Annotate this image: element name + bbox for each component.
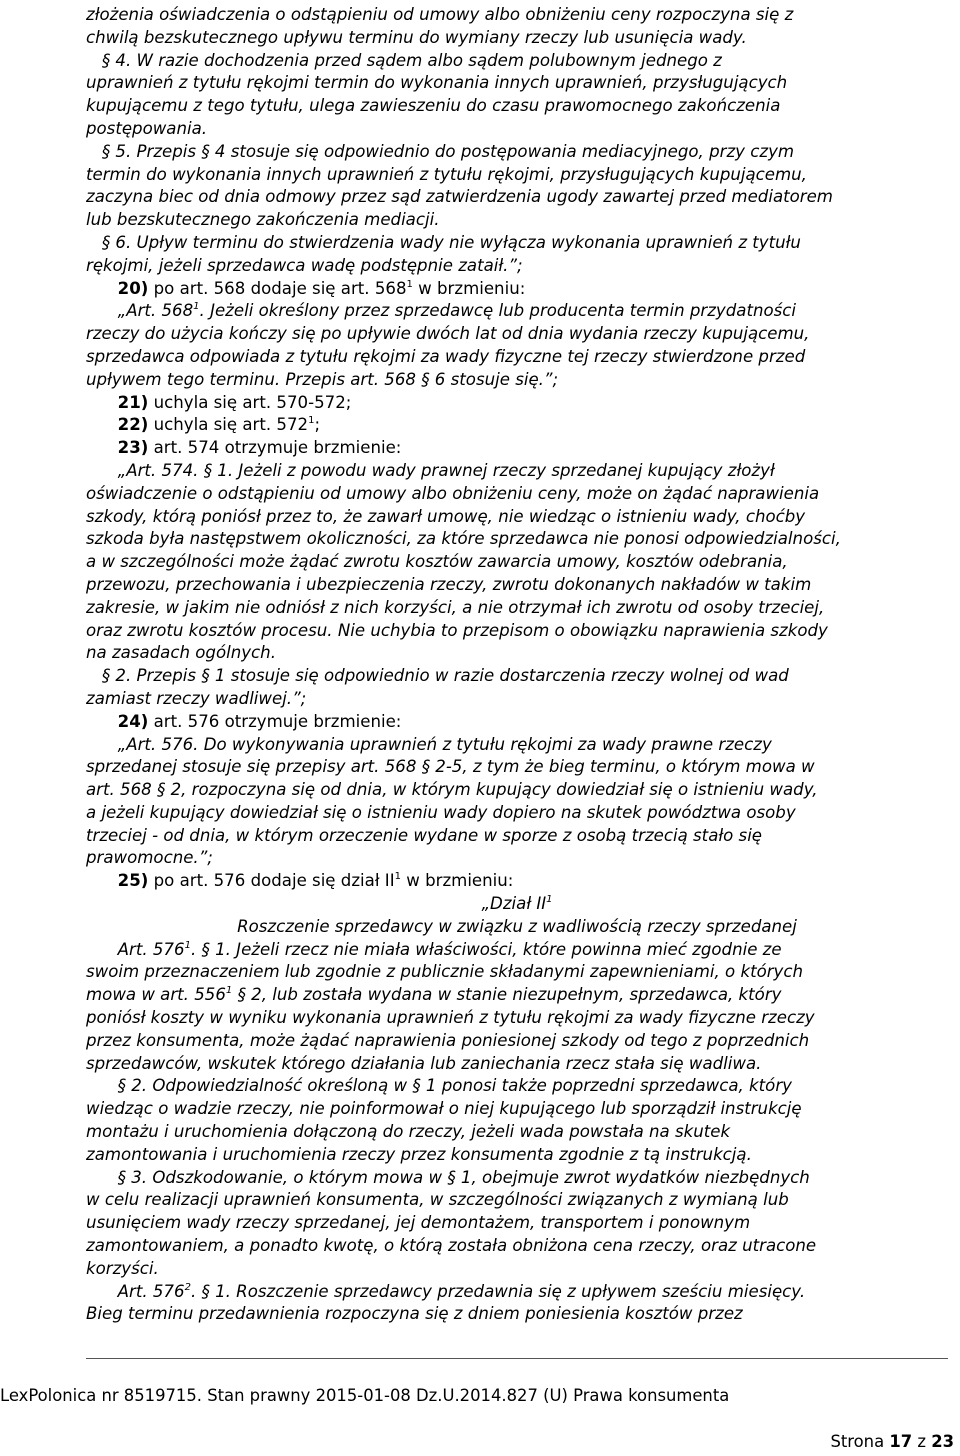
text-line: [86, 1258, 948, 1281]
text-segment: chwilą bezskutecznego upływu terminu do wymiany rzeczy lub usunięcia wady.: [86, 27, 747, 47]
text-segment: wiedząc o wadzie rzeczy, nie poinformował o niej kupującego lub sporządził instrukcję: [86, 1099, 802, 1119]
text-line: [86, 665, 948, 688]
item-number: 25): [117, 871, 149, 891]
text-segment: .: [190, 939, 202, 959]
text-segment: 2-5, z tym że bieg terminu, o którym mowa w: [429, 757, 815, 777]
superscript: 1: [406, 278, 413, 290]
text-segment: oraz zwrotu kosztów procesu. Nie uchybia to przepisom o obowiązku naprawienia szkody: [86, 620, 828, 640]
document-body: [86, 4, 948, 1326]
section-sign: §: [203, 460, 212, 480]
text-segment: 2, rozpoczyna się od dnia, w którym kupujący dowiedział się o istnieniu wady,: [165, 780, 818, 800]
text-line: [86, 984, 948, 1007]
text-segment: prawomocne.”;: [86, 848, 213, 868]
text-line: [86, 1144, 948, 1167]
text-line: [86, 346, 948, 369]
text-segment: rękojmi, jeżeli sprzedawca wadę podstępnie zataił.”;: [86, 255, 523, 275]
text-segment: 1. Roszczenie sprzedawcy przedawnia się z upływem sześciu miesięcy.: [209, 1281, 806, 1301]
text-line: [86, 711, 948, 734]
text-segment: złożenia oświadczenia o odstąpieniu od umowy albo obniżeniu ceny rozpoczyna się z: [86, 5, 794, 24]
text-segment: sprzedanej stosuje się przepisy art. 568: [86, 757, 422, 777]
text-segment: [86, 712, 118, 731]
text-segment: zamiast rzeczy wadliwej.”;: [86, 688, 307, 708]
text-segment: Art. 576: [86, 1281, 185, 1301]
text-line: [86, 323, 948, 346]
text-segment: „Art. 568: [86, 301, 194, 321]
section-sign: §: [201, 939, 210, 959]
text-segment: korzyści.: [86, 1258, 159, 1278]
superscript: 1: [225, 985, 233, 997]
text-segment: kupującemu z tego tytułu, ulega zawieszeniu do czasu prawomocnego zakończenia: [86, 96, 781, 116]
text-segment: [86, 279, 118, 298]
text-segment: termin do wykonania innych uprawnień z tytułu rękojmi, przysługujących kupującemu,: [86, 164, 807, 184]
text-segment: szkody, którą poniósł przez to, że zawarł umowę, nie wiedząc o istnieniu wady, choćby: [86, 506, 806, 526]
text-segment: upływem tego terminu. Przepis art. 568: [86, 369, 422, 389]
text-line: [86, 27, 948, 50]
text-line: [86, 620, 948, 643]
text-line: [86, 1235, 948, 1258]
page-total: 23: [931, 1432, 954, 1451]
text-line: [86, 1007, 948, 1030]
text-segment: a w szczególności może żądać zwrotu kosztów zawarcia umowy, kosztów odebrania,: [86, 552, 788, 572]
text-line: [86, 893, 948, 916]
text-line: [86, 1121, 948, 1144]
text-segment: Art. 576: [86, 939, 185, 959]
text-segment: postępowania.: [86, 118, 208, 138]
text-line: [86, 50, 948, 73]
text-line: [86, 164, 948, 187]
text-segment: usunięciem wady rzeczy sprzedanej, jej demontażem, transportem i ponownym: [86, 1213, 751, 1233]
text-segment: 4. W razie dochodzenia przed sądem albo sądem polubownym jednego z: [110, 50, 722, 70]
text-segment: w brzmieniu:: [412, 278, 526, 298]
text-segment: szkoda była następstwem okoliczności, za które sprzedawca nie ponosi odpowiedzialności,: [86, 529, 841, 549]
text-segment: [86, 51, 102, 70]
text-line: [86, 870, 948, 893]
item-number: 20): [117, 278, 149, 298]
text-segment: 1. Jeżeli z powodu wady prawnej rzeczy sprzedanej kupujący złożył: [212, 460, 775, 480]
text-segment: [86, 142, 102, 161]
text-segment: 6 stosuje się.”;: [429, 369, 559, 389]
section-sign: §: [117, 1076, 126, 1096]
text-line: [86, 300, 948, 323]
text-segment: oświadczenie o odstąpieniu od umowy albo obniżeniu ceny, może on żądać naprawienia: [86, 483, 820, 503]
text-segment: po art. 568 dodaje się art. 568: [148, 278, 407, 298]
item-number: 24): [117, 711, 149, 731]
text-segment: 1 stosuje się odpowiednio w razie dostarczenia rzeczy wolnej od wad: [209, 666, 789, 686]
text-segment: zakresie, w jakim nie odniósł z nich korzyści, a nie otrzymał ich zwrotu od osoby trzeciej,: [86, 597, 825, 617]
text-segment: [86, 1076, 118, 1095]
text-segment: 3. Odszkodowanie, o którym mowa w: [125, 1167, 448, 1187]
section-sign: §: [157, 780, 166, 800]
text-segment: w celu realizacji uprawnień konsumenta, w szczególności związanych z wymianą lub: [86, 1190, 789, 1210]
text-line: [86, 1053, 948, 1076]
section-sign: §: [101, 50, 111, 70]
text-line: [86, 961, 948, 984]
text-line: [86, 4, 948, 27]
item-number: 23): [117, 438, 149, 458]
text-segment: „Art. 574.: [86, 460, 204, 480]
text-line: [86, 939, 948, 962]
section-sign: §: [421, 757, 430, 777]
text-segment: rzeczy do użycia kończy się po upływie dwóch lat od dnia wydania rzeczy kupującemu,: [86, 324, 810, 344]
text-line: [86, 1189, 948, 1212]
text-line: [86, 460, 948, 483]
superscript: 1: [184, 939, 191, 951]
text-segment: ;: [314, 415, 321, 435]
text-line: [86, 916, 948, 939]
text-line: [86, 392, 948, 415]
superscript: 1: [193, 301, 200, 313]
text-segment: .: [190, 1281, 202, 1301]
text-segment: 6. Upływ terminu do stwierdzenia wady nie wyłącza wykonania uprawnień z tytułu: [110, 232, 801, 252]
text-line: [86, 779, 948, 802]
section-sign: §: [101, 232, 111, 252]
footer-divider: [86, 1358, 948, 1359]
text-segment: 1. Jeżeli rzecz nie miała właściwości, które powinna mieć zgodnie ze: [209, 939, 782, 959]
text-segment: swoim przeznaczeniem lub zgodnie z publicznie składanymi zapewnieniami, o których: [86, 962, 804, 982]
text-segment: . Jeżeli określony przez sprzedawcę lub producenta termin przydatności: [199, 301, 797, 321]
text-line: [86, 186, 948, 209]
text-line: [86, 72, 948, 95]
text-segment: „Art. 576. Do wykonywania uprawnień z tytułu rękojmi za wady prawne rzeczy: [86, 734, 772, 754]
text-line: [86, 209, 948, 232]
text-segment: sprzedawców, wskutek którego działania lub zaniechania rzecz stała się wadliwa.: [86, 1053, 762, 1073]
section-sign: §: [201, 1281, 210, 1301]
text-segment: Bieg terminu przedawnienia rozpoczyna się z dniem poniesienia kosztów przez: [86, 1304, 743, 1324]
text-segment: 2, lub została wydana w stanie niezupełnym, sprzedawca, który: [245, 985, 782, 1005]
text-segment: w brzmieniu:: [400, 871, 514, 891]
text-line: [86, 528, 948, 551]
text-segment: [86, 1168, 118, 1187]
text-segment: po art. 576 dodaje się dział II: [148, 871, 395, 891]
text-line: [86, 1167, 948, 1190]
text-segment: uprawnień z tytułu rękojmi termin do wykonania innych uprawnień, przysługujących: [86, 73, 788, 93]
text-line: [86, 574, 948, 597]
text-line: [86, 414, 948, 437]
section-sign: §: [117, 1167, 126, 1187]
text-segment: [86, 233, 102, 252]
text-line: [86, 95, 948, 118]
text-segment: zamontowaniem, a ponadto kwotę, o którą została obniżona cena rzeczy, oraz utracone: [86, 1236, 817, 1256]
superscript: 2: [184, 1281, 191, 1293]
text-segment: [86, 871, 118, 890]
text-segment: przewozu, przechowania i ubezpieczenia rzeczy, zwrotu dokonanych nakładów w takim: [86, 574, 812, 594]
text-segment: przez konsumenta, może żądać naprawienia poniesionej szkody od tego z poprzednich: [86, 1030, 810, 1050]
footer-source: LexPolonica nr 8519715. Stan prawny 2015-01-08 Dz.U.2014.827 (U) Prawa konsumenta: [0, 1386, 730, 1405]
text-segment: [86, 438, 118, 457]
section-sign: §: [237, 985, 246, 1005]
text-segment: art. 574 otrzymuje brzmienie:: [148, 438, 402, 458]
section-sign: §: [101, 666, 111, 686]
text-line: [86, 278, 948, 301]
text-segment: [86, 666, 102, 685]
page-number: [830, 1432, 954, 1451]
section-sign: §: [101, 141, 111, 161]
text-line: [86, 597, 948, 620]
text-line: [86, 1303, 948, 1326]
text-line: [86, 802, 948, 825]
text-segment: na zasadach ogólnych.: [86, 643, 276, 663]
text-segment: uchyla się art. 570-572;: [148, 392, 352, 412]
text-segment: 1, obejmuje zwrot wydatków niezbędnych: [455, 1167, 810, 1187]
text-line: [86, 232, 948, 255]
superscript: 1: [394, 871, 401, 883]
text-line: [86, 847, 948, 870]
text-line: [86, 437, 948, 460]
section-sign: §: [412, 1076, 421, 1096]
text-segment: mowa w art. 556: [86, 985, 226, 1005]
text-segment: lub bezskutecznego zakończenia mediacji.: [86, 210, 440, 230]
superscript: 1: [308, 415, 315, 427]
text-segment: „Dział II: [481, 894, 547, 914]
text-line: [86, 506, 948, 529]
text-segment: art. 576 otrzymuje brzmienie:: [148, 711, 402, 731]
text-line: [86, 734, 948, 757]
section-sign: §: [201, 666, 210, 686]
text-segment: zamontowania i uruchomienia rzeczy przez konsumenta zgodnie z tą instrukcją.: [86, 1144, 752, 1164]
superscript: 1: [546, 894, 553, 906]
text-segment: a jeżeli kupujący dowiedział się o istnieniu wady dopiero na skutek powództwa osoby: [86, 802, 796, 822]
text-line: [86, 369, 948, 392]
text-line: [86, 1281, 948, 1304]
text-segment: 2. Przepis: [110, 666, 202, 686]
text-segment: Roszczenie sprzedawcy w związku z wadliwością rzeczy sprzedanej: [237, 916, 797, 936]
text-line: [86, 1030, 948, 1053]
text-segment: zaczyna biec od dnia odmowy przez sąd zatwierdzenia ugody zawartej przed mediatorem: [86, 187, 833, 207]
page-current: 17: [889, 1432, 913, 1451]
text-segment: art. 568: [86, 780, 157, 800]
text-line: [86, 551, 948, 574]
page-label: Strona: [830, 1432, 885, 1451]
text-line: [86, 642, 948, 665]
text-line: [86, 756, 948, 779]
text-line: [86, 825, 948, 848]
text-segment: sprzedawca odpowiada z tytułu rękojmi za wady fizyczne tej rzeczy stwierdzone przed: [86, 346, 806, 366]
text-line: [86, 688, 948, 711]
text-line: [86, 1098, 948, 1121]
text-line: [86, 483, 948, 506]
text-segment: [86, 415, 118, 434]
section-sign: §: [447, 1167, 456, 1187]
text-segment: poniósł koszty w wyniku wykonania uprawnień z tytułu rękojmi za wady fizyczne rzeczy: [86, 1008, 815, 1028]
item-number: 22): [117, 415, 149, 435]
item-number: 21): [117, 392, 149, 412]
text-segment: [86, 393, 118, 412]
text-segment: 5. Przepis: [110, 141, 202, 161]
text-line: [86, 1075, 948, 1098]
text-segment: 4 stosuje się odpowiednio do postępowania mediacyjnego, przy czym: [209, 141, 795, 161]
text-line: [86, 141, 948, 164]
text-line: [86, 1212, 948, 1235]
text-line: [86, 255, 948, 278]
text-segment: 1 ponosi także poprzedni sprzedawca, który: [420, 1076, 792, 1096]
text-segment: 2. Odpowiedzialność określoną w: [125, 1076, 413, 1096]
text-line: [86, 118, 948, 141]
page-sep: z: [917, 1432, 926, 1451]
text-segment: montażu i uruchomienia dołączoną do rzeczy, jeżeli wada powstała na skutek: [86, 1122, 731, 1142]
text-segment: trzeciej - od dnia, w którym orzeczenie wydane w sporze z osobą trzecią stało się: [86, 825, 763, 845]
section-sign: §: [421, 369, 430, 389]
section-sign: §: [201, 141, 210, 161]
text-segment: uchyla się art. 572: [148, 415, 309, 435]
